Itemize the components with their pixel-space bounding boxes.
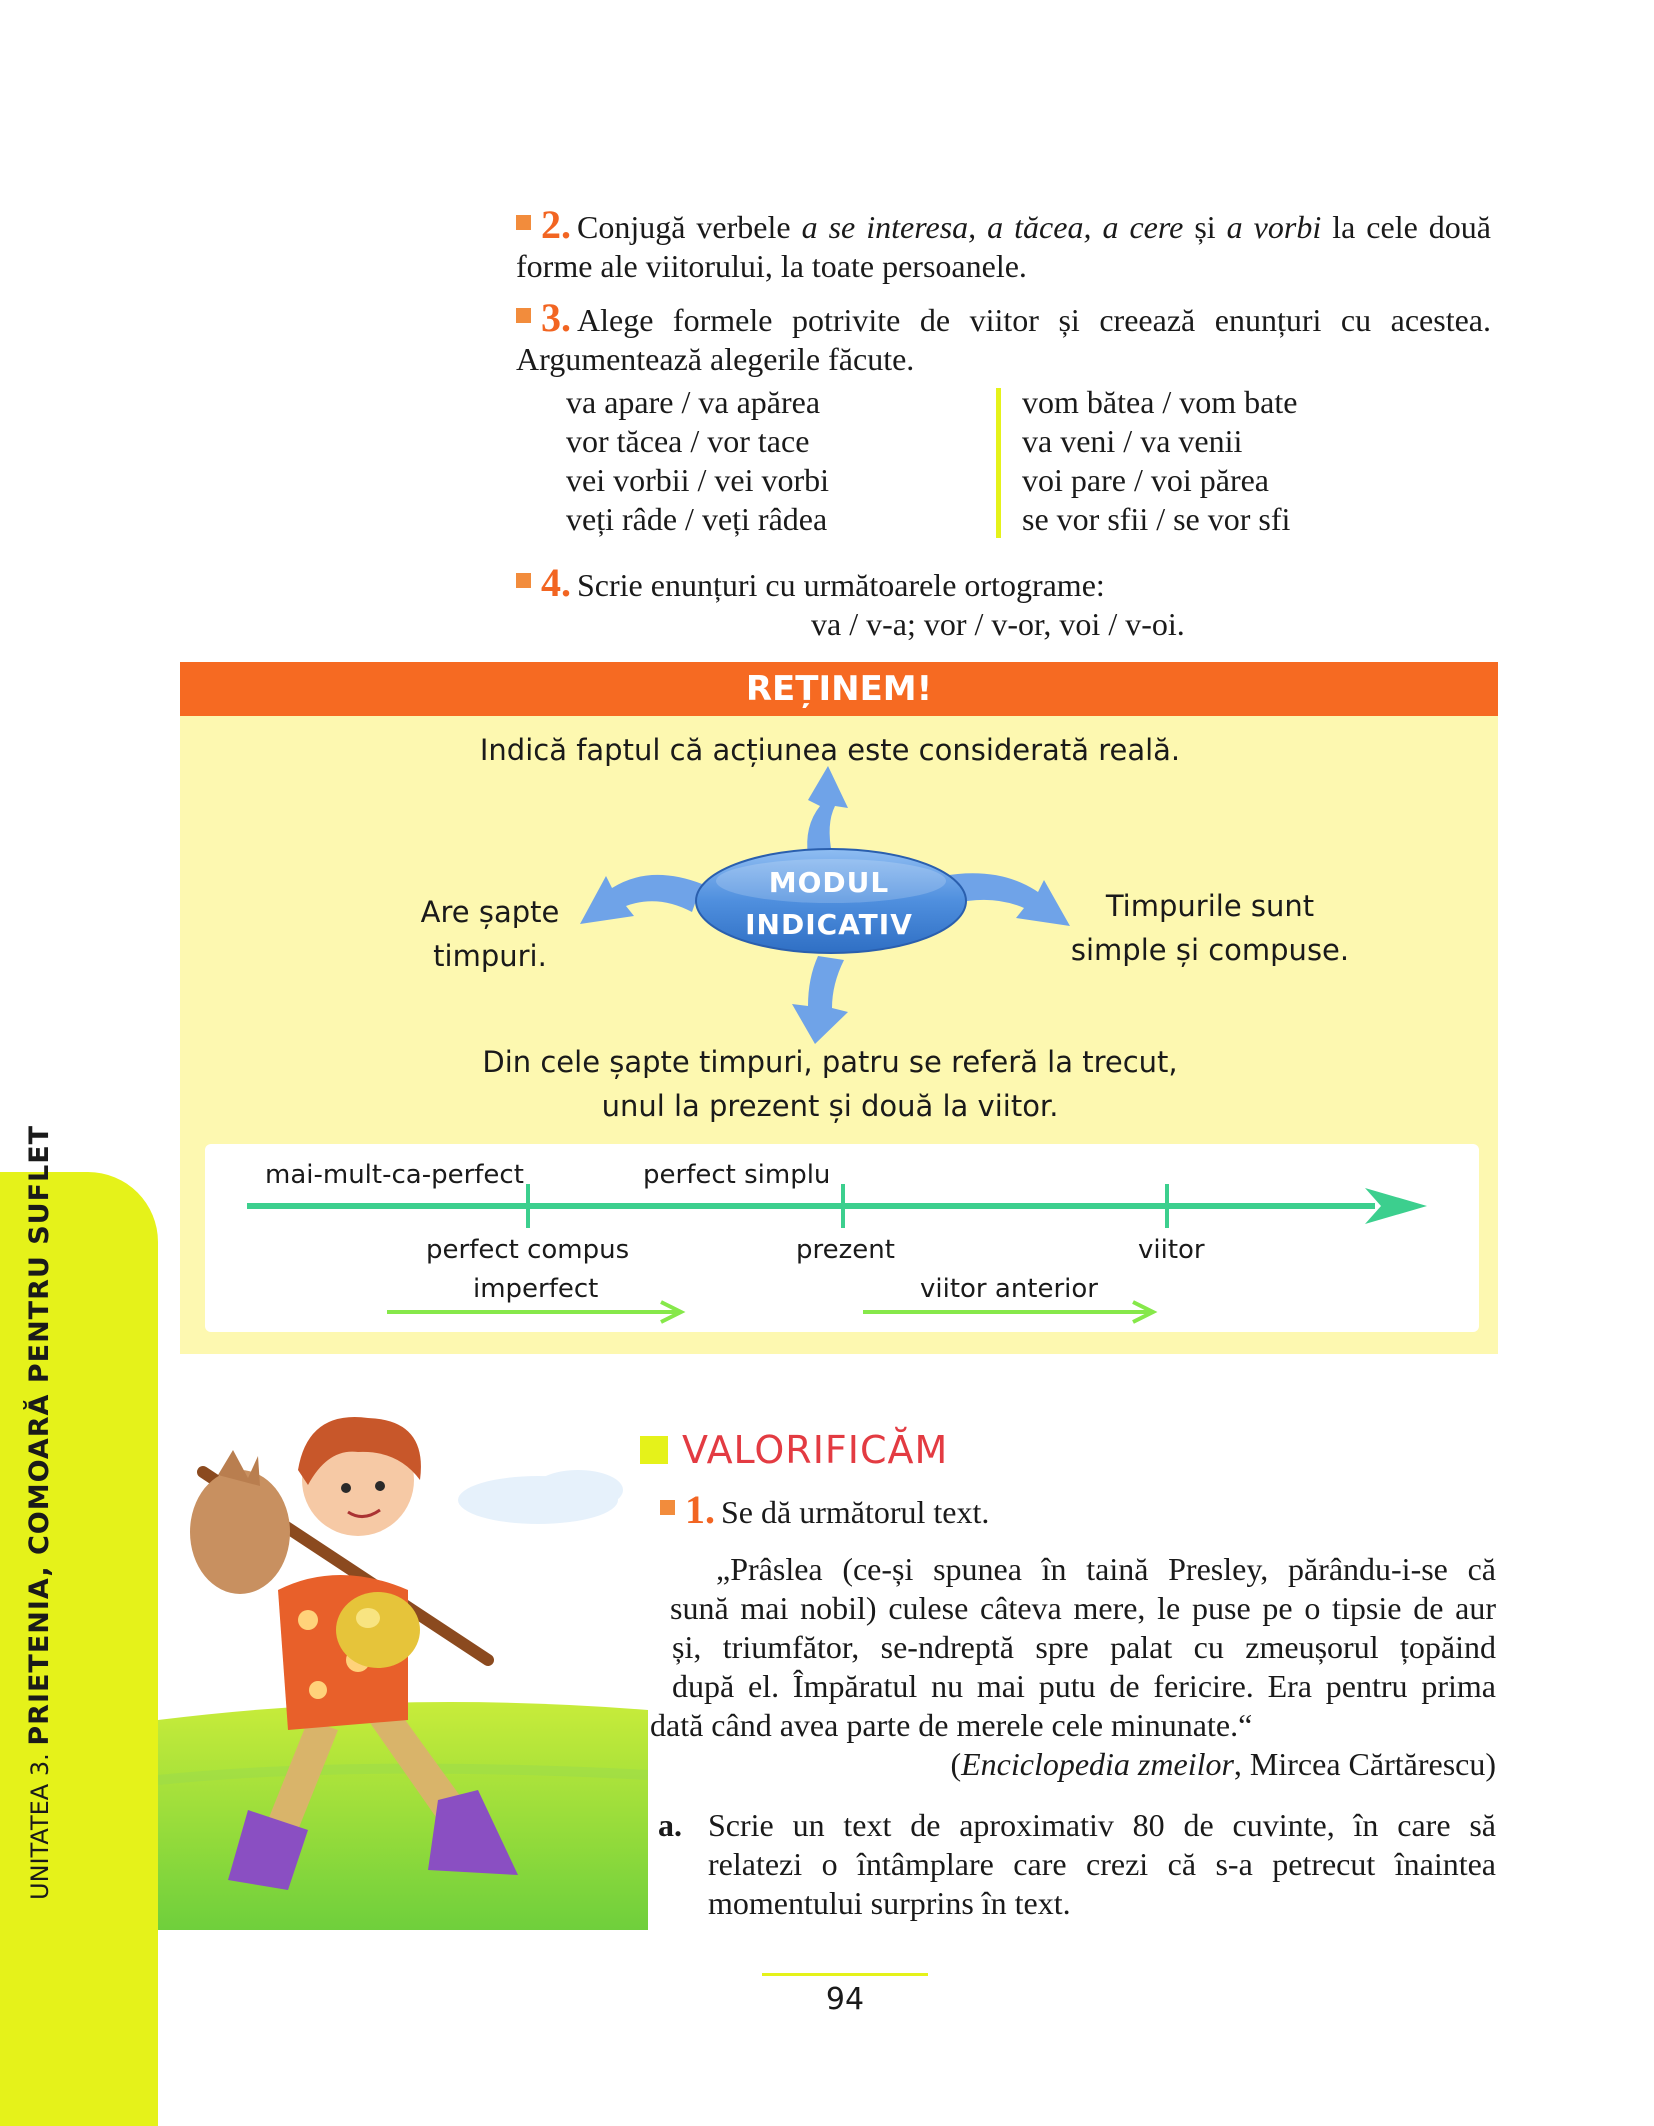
text: la cele două <box>1321 209 1492 245</box>
timeline-label-perfect-simplu: perfect simplu <box>643 1160 831 1190</box>
diagram-left-text <box>380 890 600 978</box>
option: voi pare / voi părea <box>1022 462 1269 498</box>
option: va veni / va venii <box>1022 423 1243 459</box>
timeline-label-prezent: prezent <box>796 1235 895 1265</box>
exercise-3-left-column <box>566 383 966 539</box>
timeline-label-imperfect: imperfect <box>473 1274 599 1304</box>
option: se vor sfii / se vor sfi <box>1022 501 1291 537</box>
text: Conjugă verbele <box>577 209 802 245</box>
page-number-rule <box>762 1973 928 1976</box>
text: Scrie enunțuri cu următoarele ortograme: <box>577 567 1105 603</box>
diagram-bottom-text <box>420 1040 1240 1128</box>
column-divider <box>996 388 1001 538</box>
center-line-1: MODUL <box>768 866 890 899</box>
bullet-square-icon <box>516 573 531 588</box>
timeline-label-perfect-compus: perfect compus <box>426 1235 630 1265</box>
source-author: , Mircea Cărtărescu) <box>1233 1746 1496 1782</box>
boy-traveler-illustration <box>158 1390 648 1930</box>
task-line: relatezi o întâmplare care crezi că s-a petrecut înaintea <box>708 1846 1496 1882</box>
task-letter: a. <box>658 1807 682 1843</box>
arrow-down-icon <box>792 956 848 1044</box>
timeline-label-viitor-anterior: viitor anterior <box>920 1274 1099 1304</box>
section-square-icon <box>640 1436 668 1464</box>
right-line-2: simple și compuse. <box>1070 933 1350 967</box>
bottom-line-1: Din cele șapte timpuri, patru se referă la trecut, <box>482 1045 1178 1079</box>
text: ( <box>950 1746 962 1782</box>
bullet-square-icon <box>516 308 531 323</box>
sidebar-unit-label: UNITATEA 3. <box>26 1753 54 1900</box>
exercise-number: 3. <box>541 295 571 340</box>
task-text <box>708 1806 1496 1923</box>
verb: a vorbi <box>1226 209 1322 245</box>
arrow-up-icon <box>807 766 848 856</box>
ortograms: va / v-a; vor / v-or, voi / v-oi. <box>811 606 1185 642</box>
quote-text <box>650 1550 1496 1745</box>
exercise-number: 4. <box>541 560 571 605</box>
right-line-1: Timpurile sunt <box>1105 889 1315 923</box>
option: vom bătea / vom bate <box>1022 384 1298 420</box>
bullet-square-icon <box>660 1500 675 1515</box>
exercise-number: 1. <box>685 1487 715 1532</box>
valorificam-heading: VALORIFICĂM <box>682 1428 949 1472</box>
text: Argumentează alegerile făcute. <box>516 341 915 377</box>
exercise-number: 2. <box>541 202 571 247</box>
left-line-1: Are șapte <box>420 895 560 929</box>
task-line: Scrie un text de aproximativ 80 de cuvinte, în care să <box>708 1807 1496 1843</box>
timeline-label-viitor: viitor <box>1138 1235 1205 1265</box>
diagram-top-text: Indică faptul că acțiunea este considerată reală. <box>479 733 1181 767</box>
option: vor tăcea / vor tace <box>566 423 810 459</box>
text: și <box>1183 209 1227 245</box>
exercise-3 <box>516 295 1491 379</box>
text: Se dă următorul text. <box>721 1494 990 1530</box>
valorificam-exercise-1 <box>660 1487 1500 1532</box>
exercise-3-right-column <box>1022 383 1442 539</box>
quote-line: dată când avea parte de merele cele minunate.“ <box>650 1707 1253 1743</box>
sidebar-unit-name: PRIETENIA, COMOARĂ PENTRU SUFLET <box>24 1124 55 1746</box>
timeline-label-mai-mult-ca-perfect: mai-mult-ca-perfect <box>265 1160 524 1190</box>
bottom-line-2: unul la prezent și două la viitor. <box>601 1089 1059 1123</box>
verbs: a se interesa, a tăcea, a cere <box>801 209 1184 245</box>
exercise-4 <box>516 560 1491 644</box>
page-number: 94 <box>825 1982 865 2017</box>
bullet-square-icon <box>516 215 531 230</box>
text: forme ale viitorului, la toate persoanele. <box>516 248 1027 284</box>
modul-indicativ-label <box>694 862 964 946</box>
sidebar-unit-title <box>10 1124 70 1900</box>
task-line: momentului surprins în text. <box>708 1885 1071 1921</box>
quote-source <box>900 1745 1496 1784</box>
exercise-2 <box>516 202 1492 286</box>
quote-line: după el. Împăratul nu mai putu de fericire. Era pentru prima <box>672 1668 1496 1704</box>
option: veți râde / veți râdea <box>566 501 828 537</box>
left-line-2: timpuri. <box>433 939 547 973</box>
quote-line: sună mai nobil) culese câteva mere, le puse pe o tipsie de aur <box>670 1590 1496 1626</box>
option: va apare / va apărea <box>566 384 821 420</box>
diagram-right-text <box>1060 884 1360 972</box>
center-line-2: INDICATIV <box>745 908 913 941</box>
quote-line: „Prâslea (ce-și spunea în taină Presley, părându-i-se că <box>716 1551 1496 1587</box>
quote-line: și, triumfător, se-ndreptă spre palat cu zmeușorul țopăind <box>672 1629 1496 1665</box>
text: Alege formele potrivite de viitor și creează enunțuri cu acestea. <box>577 302 1491 338</box>
option: vei vorbii / vei vorbi <box>566 462 830 498</box>
retinem-title: REȚINEM! <box>180 662 1498 716</box>
source-title: Enciclopedia zmeilor <box>961 1746 1234 1782</box>
